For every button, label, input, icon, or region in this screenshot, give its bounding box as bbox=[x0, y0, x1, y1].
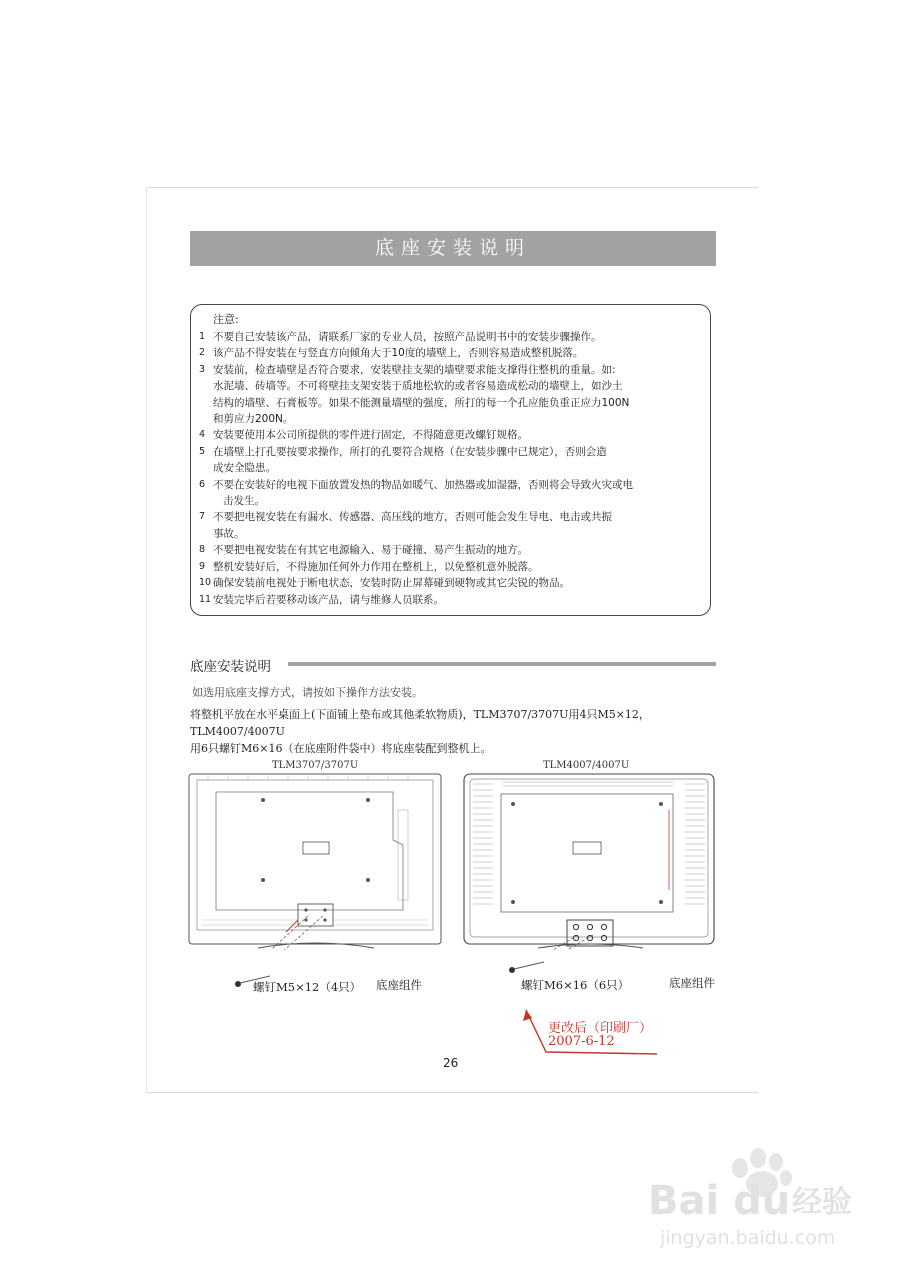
notice-item bbox=[199, 444, 705, 477]
top-rule bbox=[146, 187, 758, 188]
notice-item-number: 2 bbox=[199, 347, 206, 359]
figure-2-base-label: 底座组件 bbox=[669, 976, 715, 990]
notice-item-number: 6 bbox=[199, 478, 206, 490]
notice-item bbox=[199, 477, 705, 510]
notice-heading: 注意: bbox=[213, 313, 239, 326]
notice-item-line: 不要把电视安装在有漏水、传感器、高压线的地方，否则可能会发生导电、电击或共振 bbox=[213, 511, 612, 524]
figure-1-model-label: TLM3707/3707U bbox=[272, 760, 359, 771]
notice-item-line: 安装完毕后若要移动该产品，请与维修人员联系。 bbox=[213, 593, 444, 606]
figure-2-screw-label: 螺钉M6×16（6只） bbox=[521, 978, 630, 992]
notice-item-number: 1 bbox=[199, 331, 206, 342]
notice-item bbox=[199, 575, 705, 591]
notice-item-line: 安装要使用本公司所提供的零件进行固定，不得随意更改螺钉规格。 bbox=[213, 429, 528, 442]
notice-item bbox=[199, 362, 705, 428]
notice-item bbox=[199, 559, 705, 575]
notice-item bbox=[199, 542, 705, 558]
section-divider bbox=[288, 662, 716, 666]
notice-item-line: 该产品不得安装在与竖直方向倾角大于10度的墙壁上，否则容易造成整机脱落。 bbox=[213, 347, 584, 360]
notice-item-line: 在墙壁上打孔要按要求操作，所打的孔要符合规格（在安装步骤中已规定），否则会造 bbox=[213, 445, 607, 458]
notice-item bbox=[199, 427, 705, 443]
section-title: 底座安装说明 bbox=[190, 659, 271, 675]
notice-box bbox=[190, 304, 711, 616]
notice-item bbox=[199, 509, 705, 542]
notice-item-line: 不要在安装好的电视下面放置发热的物品如暖气、加热器或加湿器，否则将会导致火灾或电 bbox=[213, 478, 633, 491]
figure-1-screw-label: 螺钉M5×12（4只） bbox=[253, 980, 362, 994]
notice-item-line: 安装前，检查墙壁是否符合要求，安装壁挂支架的墙壁要求能支撑得住整机的重量。如: bbox=[213, 363, 616, 376]
notice-item-line: 成安全隐患。 bbox=[213, 462, 276, 475]
instruction-line-2: 用6只螺钉M6×16（在底座附件袋中）将底座装配到整机上。 bbox=[190, 742, 492, 755]
notice-item-number: 8 bbox=[199, 544, 206, 556]
notice-item-number: 7 bbox=[199, 511, 206, 523]
notice-item-line: 不要自己安装该产品，请联系厂家的专业人员，按照产品说明书中的安装步骤操作。 bbox=[213, 331, 602, 343]
notice-item-number: 9 bbox=[199, 560, 206, 572]
notice-list bbox=[199, 329, 705, 608]
figure-1-tv-back-drawing bbox=[188, 770, 443, 950]
notice-item-number: 3 bbox=[199, 363, 206, 375]
notice-item-line: 确保安装前电视处于断电状态，安装时防止屏幕碰到硬物或其它尖锐的物品。 bbox=[213, 577, 570, 590]
notice-item-line: 结构的墙壁、石膏板等。如果不能测量墙壁的强度，所打的每一个孔应能负重正应力100N bbox=[213, 396, 630, 409]
figure-1-base-label: 底座组件 bbox=[376, 978, 422, 992]
page-title: 底座安装说明 bbox=[190, 231, 716, 266]
figure-2-tv-back-drawing bbox=[463, 770, 715, 950]
notice-item-number: 4 bbox=[199, 429, 206, 441]
notice-item bbox=[199, 592, 705, 608]
notice-item-number: 5 bbox=[199, 445, 206, 457]
instruction-text bbox=[190, 706, 730, 757]
baidu-jingyan-watermark bbox=[640, 1140, 870, 1260]
left-frame-line bbox=[146, 187, 147, 1092]
notice-item-line: 水泥墙、砖墙等。不可将壁挂支架安装于质地松软的或者容易造成松动的墙壁上，如沙土 bbox=[213, 380, 623, 393]
figure-2-model-label: TLM4007/4007U bbox=[543, 760, 630, 771]
page-number: 26 bbox=[443, 1056, 459, 1070]
figure-2-screw-icon bbox=[506, 960, 546, 976]
notice-item-line: 和剪应力200N。 bbox=[213, 413, 294, 426]
baidu-paw-logo-icon bbox=[640, 1140, 870, 1260]
bottom-rule bbox=[146, 1092, 758, 1093]
revision-note-line-2: 2007-6-12 bbox=[548, 1034, 615, 1049]
revision-note-line-1: 更改后（印刷厂） bbox=[548, 1021, 653, 1036]
notice-item bbox=[199, 329, 705, 345]
notice-item-line: 事故。 bbox=[213, 527, 245, 540]
notice-item-number: 10 bbox=[199, 577, 212, 589]
notice-item-line: 不要把电视安装在有其它电源输入、易于碰撞、易产生振动的地方。 bbox=[213, 544, 528, 557]
notice-item-line: 击发生。 bbox=[223, 495, 265, 508]
instruction-line-1: 将整机平放在水平桌面上(下面铺上垫布或其他柔软物质)，TLM3707/3707U用4只M5×12，TLM4007/4007U bbox=[190, 708, 650, 738]
notice-item-number: 11 bbox=[199, 593, 212, 605]
notice-item bbox=[199, 345, 705, 361]
watermark-logo-text: Bai du bbox=[648, 1178, 791, 1224]
watermark-url-text: jingyan.baidu.com bbox=[660, 1227, 836, 1249]
intro-text: 如选用底座支撑方式，请按如下操作方法安装。 bbox=[192, 686, 423, 699]
watermark-brand-text: 经验 bbox=[792, 1185, 852, 1220]
notice-item-line: 整机安装好后，不得施加任何外力作用在整机上，以免整机意外脱落。 bbox=[213, 560, 539, 573]
